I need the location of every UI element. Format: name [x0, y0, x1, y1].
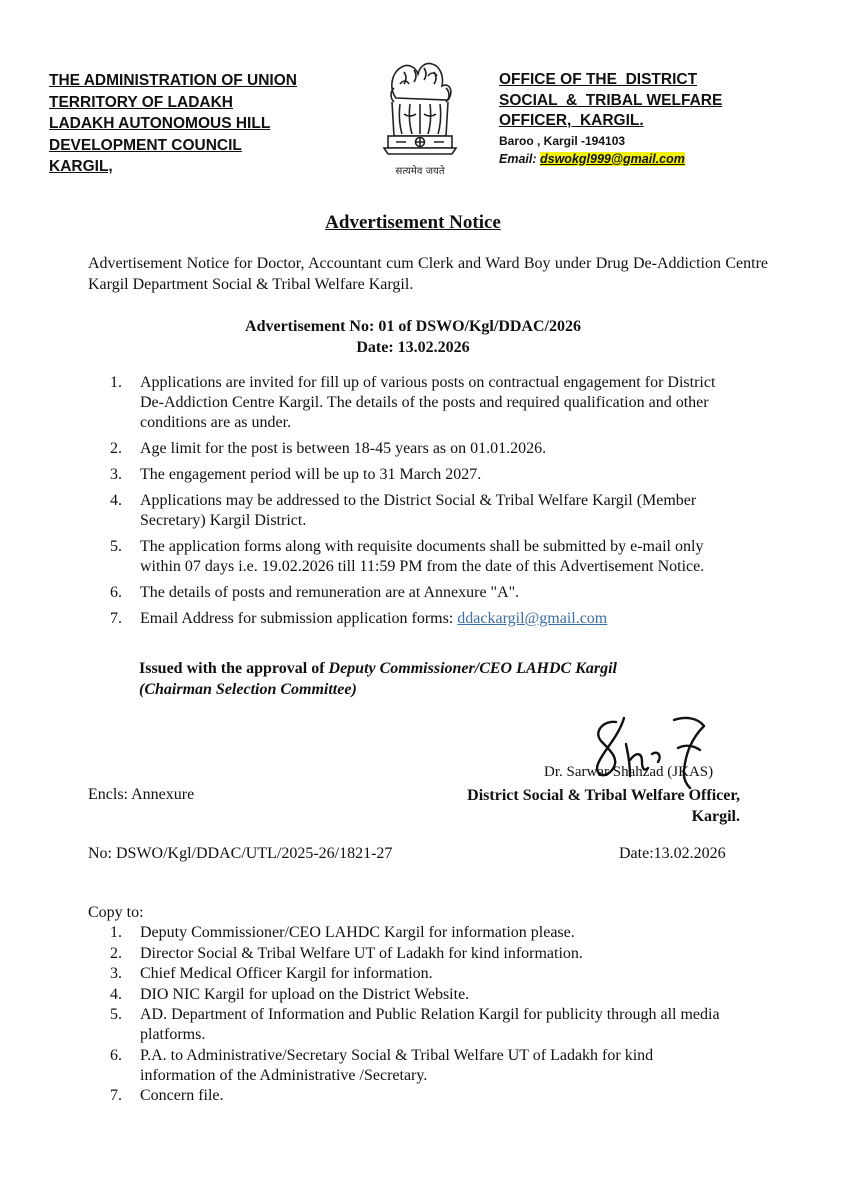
approval-chair: (Chairman Selection Committee)	[139, 681, 357, 698]
item-number: 4.	[110, 492, 122, 509]
approval-statement	[139, 658, 759, 700]
item-text: P.A. to Administrative/Secretary Social & Tribal Welfare UT of Ladakh for kind information of the Administrative /Secretary.	[140, 1046, 654, 1084]
item-number: 6.	[110, 1046, 122, 1064]
office-heading	[499, 70, 799, 168]
item-text: Applications are invited for fill up of various posts on contractual engagement for District De-Addiction Centre Kargil. The details of the posts and required qualification and other conditions are as under.	[140, 374, 716, 431]
item-number: 5.	[110, 538, 122, 555]
item-text: Concern file.	[140, 1087, 224, 1104]
notice-title: Advertisement Notice	[325, 212, 501, 233]
item-number: 4.	[110, 985, 122, 1003]
office-line: SOCIAL & TRIBAL WELFARE	[499, 91, 723, 109]
list-item	[110, 373, 742, 433]
list-item	[110, 944, 730, 964]
item-number: 1.	[110, 924, 122, 941]
notice-intro: Advertisement Notice for Doctor, Accountant cum Clerk and Ward Boy under Drug De-Addiction Centre Kargil Department Social & Tribal Welfare Kargil.	[88, 255, 768, 293]
office-line: OFFICE OF THE DISTRICT	[499, 71, 698, 88]
conditions-list	[110, 373, 742, 635]
item-text: Deputy Commissioner/CEO LAHDC Kargil for information please.	[140, 924, 575, 941]
item-text: The details of posts and remuneration are at Annexure "A".	[140, 584, 520, 601]
submission-email-link[interactable]: ddackargil@gmail.com	[457, 610, 608, 627]
item-text: Director Social & Tribal Welfare UT of Ladakh for kind information.	[140, 944, 583, 962]
signatory-name: Dr. Sarwar Shahzad (JKAS)	[544, 764, 714, 780]
list-item	[110, 609, 742, 629]
administration-line: THE ADMINISTRATION OF UNION	[49, 72, 297, 89]
item-text: The application forms along with requisite documents shall be submitted by e-mail only within 07 days i.e. 19.02.2026 till 11:59 PM from the date of this Advertisement Notice.	[140, 538, 705, 575]
administration-line: TERRITORY OF LADAKH	[49, 93, 233, 111]
item-number: 3.	[110, 965, 122, 982]
list-item	[110, 583, 742, 603]
item-text: The engagement period will be up to 31 March 2027.	[140, 466, 482, 483]
administration-line: KARGIL,	[49, 158, 113, 175]
email-label: Email:	[499, 151, 540, 166]
office-line: OFFICER, KARGIL.	[499, 112, 644, 129]
emblem-motto: सत्यमेव जयते	[395, 166, 445, 177]
office-address: Baroo , Kargil -194103	[499, 133, 626, 148]
item-text: Chief Medical Officer Kargil for information.	[140, 965, 433, 982]
designation-line: District Social & Tribal Welfare Officer,	[467, 787, 740, 804]
approval-authority: Deputy Commissioner/CEO LAHDC Kargil	[328, 660, 617, 677]
email-link[interactable]: dswokgl999@gmail.com	[540, 151, 685, 166]
advertisement-date: Date: 13.02.2026	[356, 339, 470, 356]
office-email	[499, 150, 799, 168]
list-item	[110, 923, 730, 943]
item-number: 1.	[110, 374, 122, 391]
item-text: AD. Department of Information and Public Relation Kargil for publicity through all media platforms.	[140, 1006, 720, 1043]
list-item	[110, 1005, 730, 1045]
list-item	[110, 1046, 730, 1086]
designation-line: Kargil.	[691, 808, 740, 825]
item-number: 5.	[110, 1006, 122, 1023]
enclosures: Encls: Annexure	[88, 786, 195, 803]
item-text: Email Address for submission application forms:	[140, 610, 458, 627]
list-item	[110, 439, 742, 459]
advertisement-number: Advertisement No: 01 of DSWO/Kgl/DDAC/2026	[245, 318, 581, 335]
list-item	[110, 964, 730, 984]
item-number: 2.	[110, 440, 122, 457]
advertisement-reference	[0, 316, 826, 358]
copy-to-label: Copy to:	[88, 904, 144, 921]
list-item	[110, 465, 742, 485]
reference-date: Date:13.02.2026	[619, 845, 726, 862]
list-item	[110, 537, 742, 577]
administration-line: DEVELOPMENT COUNCIL	[49, 136, 242, 154]
list-item	[110, 985, 730, 1005]
approval-prefix: Issued with the approval of	[139, 660, 329, 677]
item-text: Age limit for the post is between 18-45 years as on 01.01.2026.	[140, 440, 547, 457]
item-number: 2.	[110, 944, 122, 962]
item-text: Applications may be addressed to the District Social & Tribal Welfare Kargil (Member Secretary) Kargil District.	[140, 492, 697, 529]
signatory-designation	[414, 785, 740, 827]
item-text: DIO NIC Kargil for upload on the District Website.	[140, 985, 470, 1003]
list-item	[110, 491, 742, 531]
administration-line: LADAKH AUTONOMOUS HILL	[49, 115, 271, 132]
copy-to-list	[110, 923, 730, 1107]
item-number: 3.	[110, 466, 122, 483]
reference-number: No: DSWO/Kgl/DDAC/UTL/2025-26/1821-27	[88, 845, 393, 862]
administration-heading	[49, 70, 369, 178]
item-number: 6.	[110, 584, 122, 601]
item-number: 7.	[110, 610, 122, 627]
list-item	[110, 1086, 730, 1106]
item-number: 7.	[110, 1087, 122, 1104]
